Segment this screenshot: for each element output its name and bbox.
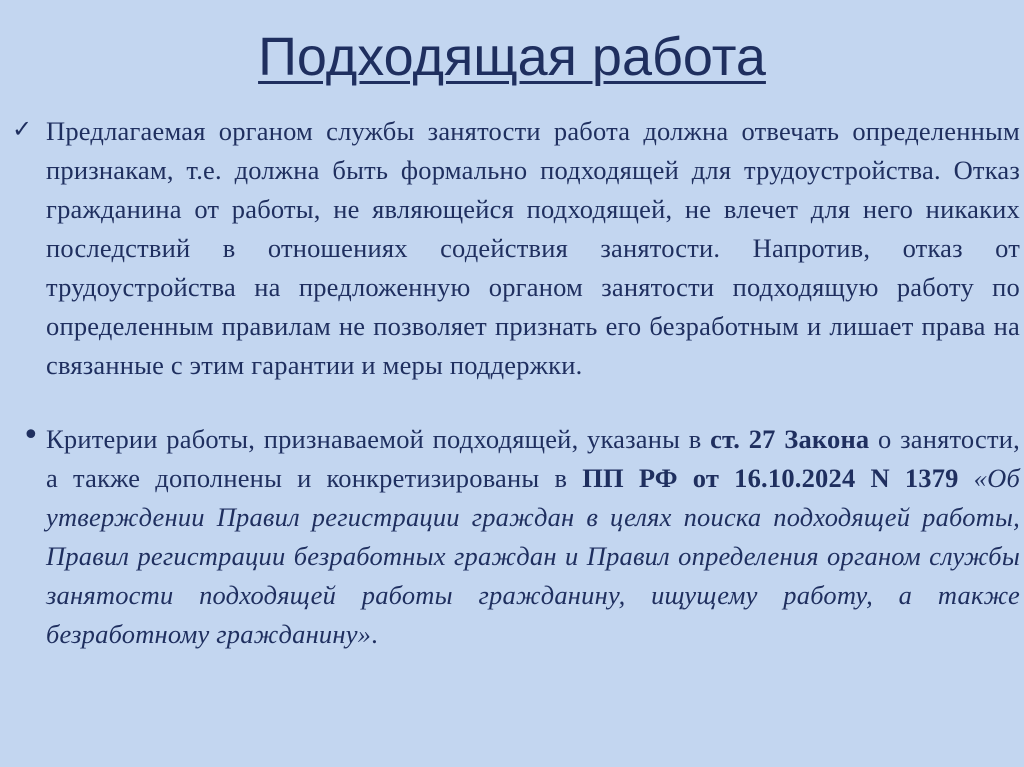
amendments-text: о занятости, а также дополнены и конкретизированы в (46, 424, 1020, 493)
bullet-item-1 (10, 112, 1020, 385)
bullet-dot-icon: • (22, 418, 40, 453)
closing-period: . (371, 619, 378, 649)
slide-title: Подходящая работа (258, 27, 766, 87)
checkmark-icon: ✓ (12, 115, 33, 143)
decree-title: «Об утверждении Правил регистрации граждан в целях поиска подходящей работы, Правил регистрации безработных граждан и Правил определения органом службы занятости подходящей работы гражданину, ищущему работу, а также безработному гражданину» (46, 463, 1020, 649)
bullet-text-2 (46, 420, 1020, 654)
bullet-text-1: Предлагаемая органом службы занятости работа должна отвечать определенным признакам, т.е. должна быть формально подходящей для трудоустройства. Отказ гражданина от работы, не являющейся подходящей, не влечет для него никаких последствий в отношениях содействия занятости. Напротив, отказ от трудоустройства на предложенную органом занятости подходящую работу по определенным правилам не позволяет признать его безработным и лишает права на связанные с этим гарантии и меры поддержки. (46, 116, 1020, 380)
criteria-text: Критерии работы, признаваемой подходящей, указаны в (46, 424, 711, 454)
bullet-item-2 (10, 420, 1020, 654)
decree-reference: ПП РФ от 16.10.2024 N 1379 (582, 463, 959, 493)
spacer-text (959, 463, 974, 493)
law-article-reference: ст. 27 Закона (710, 424, 870, 454)
